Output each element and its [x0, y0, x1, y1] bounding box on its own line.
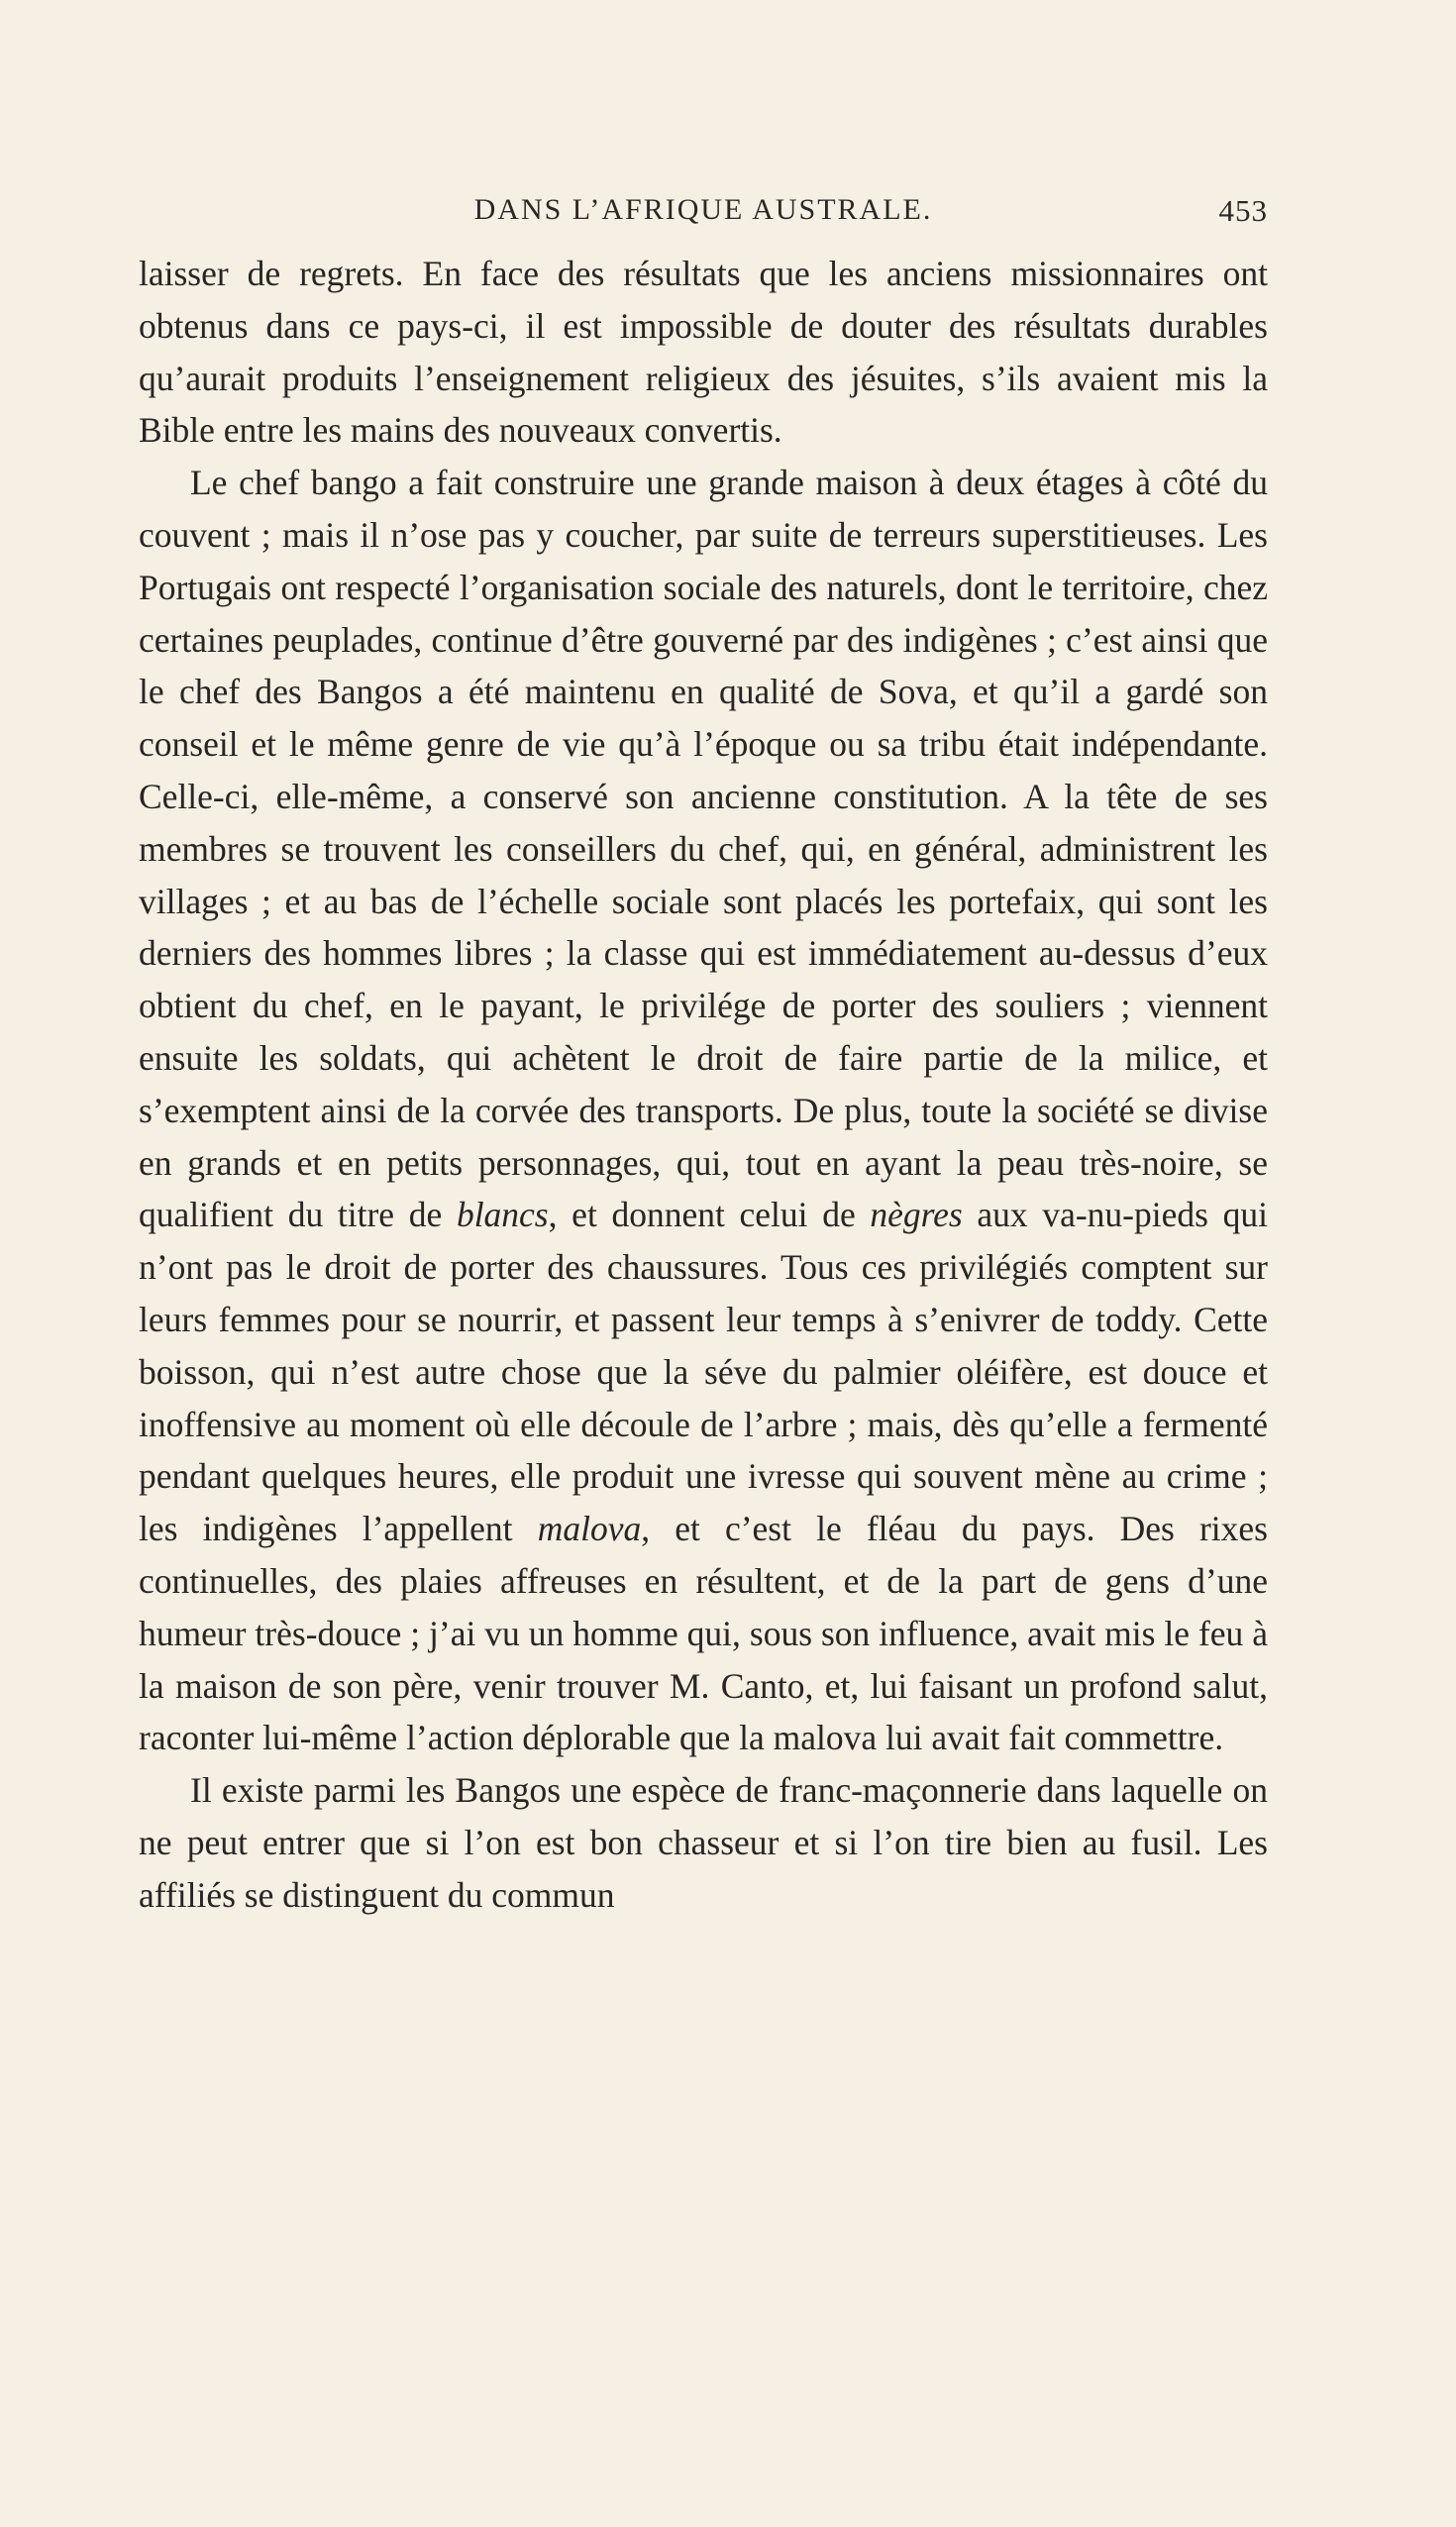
paragraph-2-text-c: aux va-nu-pieds qui n’ont pas le droit de porter des chaussures. Tous ces privilégiés comptent sur leurs femmes pour se nourrir, et passent leur temps à s’enivrer de toddy. Cette boisson, qui n’est autre chose que la séve du palmier oléifère, est douce et inoffensive au moment où elle découle de l’arbre ; mais, dès qu’elle a fermenté pendant quelques heures, elle produit une ivresse qui souvent mène au crime ; les indigènes l’appellent	[139, 1195, 1268, 1549]
italic-term-negres: nègres	[870, 1195, 963, 1235]
paragraph-3: Il existe parmi les Bangos une espèce de franc-maçonnerie dans laquelle on ne peut entrer que si l’on est bon chasseur et si l’on tire bien au fusil. Les affiliés se distinguent du commun	[139, 1770, 1268, 1915]
italic-term-blancs: blancs	[456, 1195, 549, 1235]
page-header	[139, 193, 1268, 243]
paragraph-2	[139, 457, 1268, 1764]
italic-term-malova: malova	[537, 1509, 642, 1549]
body-text	[139, 248, 1268, 1922]
running-title: DANS L’AFRIQUE AUSTRALE.	[473, 193, 933, 226]
paragraph-2-text-d: , et c’est le fléau du pays. Des rixes continuelles, des plaies affreuses en résultent, et de la part de gens d’une humeur très-douce ; j’ai vu un homme qui, sous son influence, avait mis le feu à la maison de son père, venir trouver M. Canto, et, lui faisant un profond salut, raconter lui-même l’action déplorable que la malova lui avait fait commettre.	[139, 1509, 1268, 1758]
paragraph-1: laisser de regrets. En face des résultats que les anciens missionnaires ont obtenus dans ce pays-ci, il est impossible de douter des résultats durables qu’aurait produits l’enseignement religieux des jésuites, s’ils avaient mis la Bible entre les mains des nouveaux convertis.	[139, 254, 1268, 451]
paragraph-2-text-a: Le chef bango a fait construire une grande maison à deux étages à côté du couvent ; mais il n’ose pas y coucher, par suite de terreurs superstitieuses. Les Portugais ont respecté l’organisation sociale des naturels, dont le territoire, chez certaines peuplades, continue d’être gouverné par des indigènes ; c’est ainsi que le chef des Bangos a été maintenu en qualité de Sova, et qu’il a gardé son conseil et le même genre de vie qu’à l’époque ou sa tribu était indépendante. Celle-ci, elle-même, a conservé son ancienne constitution. A la tête de ses membres se trouvent les conseillers du chef, qui, en général, administrent les villages ; et au bas de l’échelle sociale sont placés les portefaix, qui sont les derniers des hommes libres ; la classe qui est immédiatement au-dessus d’eux obtient du chef, en le payant, le privilége de porter des souliers ; viennent ensuite les soldats, qui achètent le droit de faire partie de la milice, et s’exemptent ainsi de la corvée des transports. De plus, toute la société se divise en grands et en petits personnages, qui, tout en ayant la peau très-noire, se qualifient du titre de	[139, 463, 1268, 1235]
page-number: 453	[1218, 193, 1268, 228]
paragraph-2-text-b: , et donnent celui de	[548, 1195, 871, 1235]
